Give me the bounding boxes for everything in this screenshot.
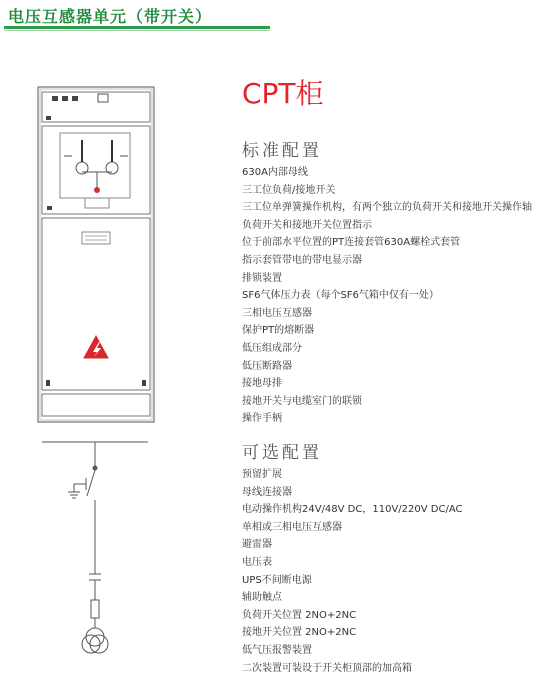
list-item: 低压组成部分 <box>242 342 302 354</box>
list-item: 二次装置可装设于开关柜顶部的加高箱 <box>242 662 412 674</box>
list-item: 保护PT的熔断器 <box>242 325 315 337</box>
standard-config-list <box>242 164 532 428</box>
list-item: 接地开关位置 2NO+2NC <box>242 627 357 639</box>
transformer-icon <box>82 628 108 653</box>
page-title: 电压互感器单元（带开关） <box>8 7 213 26</box>
list-item: 接地开关与电缆室门的联锁 <box>242 395 362 407</box>
optional-config-heading: 可选配置 <box>242 443 322 463</box>
fuse-icon <box>91 600 99 618</box>
list-item: 操作手柄 <box>242 413 282 425</box>
warning-lightning-icon <box>84 336 108 358</box>
list-item: UPS不间断电源 <box>242 574 312 586</box>
list-item: 低气压报警装置 <box>242 644 312 656</box>
optional-config-list <box>242 466 462 677</box>
list-item: 电动操作机构24V/48V DC，110V/220V DC/AC <box>242 504 463 516</box>
list-item: 三工位单弹簧操作机构，有两个独立的负荷开关和接地开关操作轴 <box>242 202 532 214</box>
cabinet-drawing <box>0 0 200 678</box>
standard-config-heading: 标准配置 <box>242 141 322 161</box>
product-name: CPT柜 <box>242 77 324 110</box>
list-item: 负荷开关位置 2NO+2NC <box>242 609 357 621</box>
list-item: 预留扩展 <box>242 469 282 480</box>
list-item: 电压表 <box>242 556 272 568</box>
list-item: 接地母排 <box>242 378 282 390</box>
list-item: SF6气体压力表（每个SF6气箱中仅有一处） <box>242 290 439 302</box>
list-item: 单相或三相电压互感器 <box>242 521 342 533</box>
list-item: 避雷器 <box>242 539 272 551</box>
list-item: 负荷开关和接地开关位置指示 <box>242 219 372 231</box>
list-item: 指示套管带电的带电显示器 <box>242 254 362 266</box>
earth-icon <box>68 484 80 498</box>
list-item: 位于前部水平位置的PT连接套管630A螺栓式套管 <box>242 237 461 249</box>
list-item: 低压断路器 <box>242 360 292 372</box>
list-item: 三工位负荷/接地开关 <box>242 184 336 196</box>
list-item: 辅助触点 <box>242 592 282 604</box>
single-line-diagram <box>42 442 148 628</box>
list-item: 母线连接器 <box>242 486 292 498</box>
list-item: 排锁装置 <box>242 272 282 284</box>
list-item: 630A内部母线 <box>242 167 308 178</box>
list-item: 三相电压互感器 <box>242 307 312 319</box>
cabinet-front-view <box>38 87 154 422</box>
